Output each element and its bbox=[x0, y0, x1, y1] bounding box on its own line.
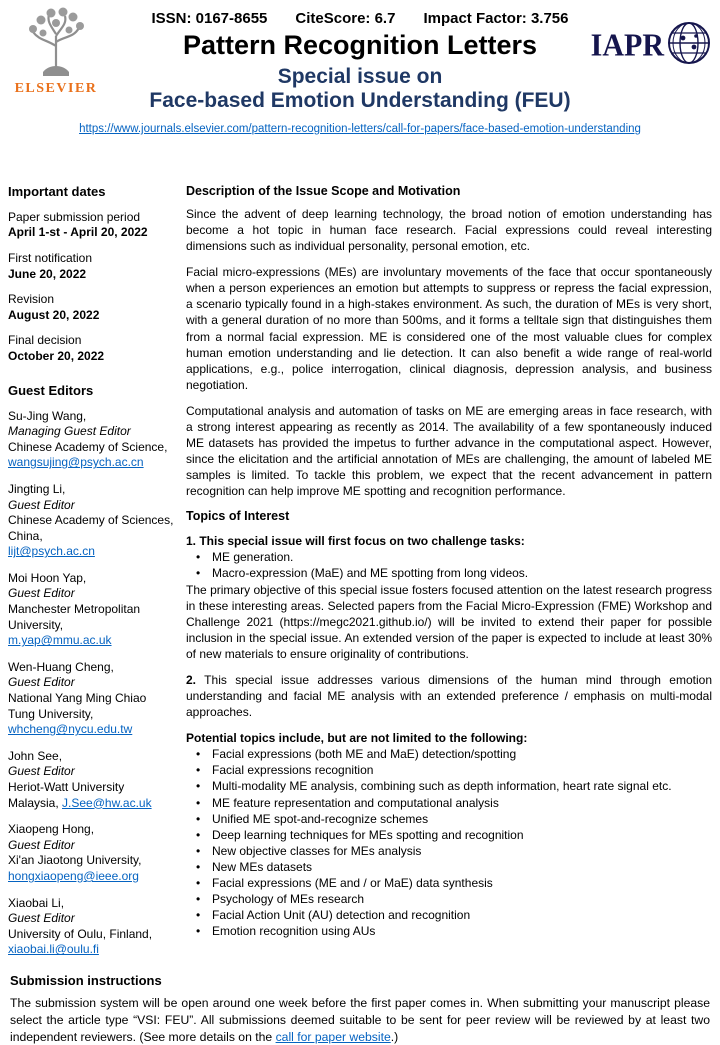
potential-topics-list bbox=[186, 746, 712, 939]
date-item: Final decision October 20, 2022 bbox=[8, 333, 105, 364]
date-item: Revision August 20, 2022 bbox=[8, 292, 100, 322]
editor-email-link[interactable]: hongxiaopeng@ieee.org bbox=[8, 868, 139, 883]
list-item: • Macro-expression (MaE) and ME spotting from long videos. bbox=[186, 565, 712, 581]
list-item: • Unified ME spot-and-recognize schemes bbox=[186, 811, 712, 827]
special-issue-title: Face-based Emotion Understanding (FEU) bbox=[149, 88, 571, 112]
important-dates-heading: Important dates bbox=[8, 184, 106, 199]
description-paragraph-1: Since the advent of deep learning technology, the broad notion of emotion understanding has become a hot topic in human face research. Facial expressions could reveal interesting dimensions such as individual personality, personal emotion, etc. bbox=[186, 207, 712, 254]
list-item: • Deep learning techniques for MEs spotting and recognition bbox=[186, 827, 712, 843]
elsevier-logo bbox=[10, 6, 102, 97]
list-item: • Facial expressions recognition bbox=[186, 762, 712, 778]
description-paragraph-3: Computational analysis and automation of tasks on ME are emerging areas in face research, with a strong interest appearing as recently as 2014. The availability of a few spontaneously induced ME datasets has provided the impetus to further advance in the computational aspect. However, since the elicitation and the artificial annotation of MEs are challenging, the amount of labeled ME samples is limited. To tackle this problem, we expect that the recent advancement in pattern recognition can help improve ME spotting and recognition performance. bbox=[186, 403, 712, 499]
content-columns bbox=[8, 184, 712, 969]
sidebar bbox=[8, 184, 176, 969]
challenge-tasks-paragraph: The primary objective of this special issue fosters focused attention on the latest research progress in these interesting areas. Selected papers from the Facial Micro-Expression (FME) Workshop and Challenge 2021 (https://megc2021.github.io/) will be invited to extend their paper for possible inclusion in the special issue. An extended version of the paper is expected to include at least 30% of new materials to ensure originality of contributions. bbox=[186, 582, 712, 661]
guest-editor: John See, Guest Editor Heriot-Watt University Malaysia, J.See@hw.ac.uk bbox=[8, 748, 152, 810]
guest-editor: Xiaobai Li, Guest Editor University of Oulu, Finland, xiaobai.li@oulu.fi bbox=[8, 895, 153, 957]
topics-of-interest-heading: Topics of Interest bbox=[186, 509, 290, 524]
submission-instructions-heading: Submission instructions bbox=[10, 972, 162, 988]
editor-email-link[interactable]: m.yap@mmu.ac.uk bbox=[8, 633, 112, 648]
list-item: • New MEs datasets bbox=[186, 859, 712, 875]
task2-paragraph bbox=[186, 672, 712, 720]
call-for-papers-url-link[interactable]: https://www.journals.elsevier.com/pattern-recognition-letters/call-for-papers/face-based-emotion-understanding bbox=[79, 122, 641, 135]
header bbox=[8, 4, 712, 174]
list-item: • ME feature representation and computational analysis bbox=[186, 795, 712, 811]
date-item: Paper submission period April 1-st - April 20, 2022 bbox=[8, 209, 148, 240]
task2-number: 2. bbox=[186, 672, 197, 687]
list-item: • Multi-modality ME analysis, combining such as depth information, heart rate signal etc. bbox=[186, 778, 712, 794]
iapr-wordmark: IAPR bbox=[590, 27, 664, 63]
list-item: • New objective classes for MEs analysis bbox=[186, 843, 712, 859]
list-item: • Facial Action Unit (AU) detection and recognition bbox=[186, 907, 712, 923]
issn: ISSN: 0167-8655 bbox=[151, 10, 268, 27]
description-paragraph-2: Facial micro-expressions (MEs) are involuntary movements of the face that occur spontaneously when a person experiences an emotion but attempts to suppress or repress the facial expression, a scenario typically found in a high-stakes environment. As such, the duration of MEs is very short, with a general duration of no more than 500ms, and it forms a telltale sign that distinguishes them from a normal facial expression. ME is considered one of the most valuable clues for complex human emotion understanding and lie detection. It can also benefit a wide range of real-world applications, e.g., police interrogation, clinical diagnosis, depression analysis, and business negotiation. bbox=[186, 265, 712, 392]
editor-email-link[interactable]: lijt@psych.ac.cn bbox=[8, 544, 95, 559]
elsevier-tree-icon bbox=[10, 6, 102, 80]
challenge-tasks-heading: 1. This special issue will first focus on two challenge tasks: bbox=[186, 534, 525, 549]
date-item: First notification June 20, 2022 bbox=[8, 251, 93, 281]
guest-editor: Wen-Huang Cheng, Guest Editor National Yang Ming Chiao Tung University, whcheng@nycu.edu.tw bbox=[8, 659, 147, 737]
list-item: • Psychology of MEs research bbox=[186, 891, 712, 907]
iapr-logo bbox=[591, 20, 712, 71]
guest-editor: Xiaopeng Hong, Guest Editor Xi'an Jiaotong University, hongxiaopeng@ieee.org bbox=[8, 822, 142, 883]
list-item: • Facial expressions (both ME and MaE) detection/spotting bbox=[186, 746, 712, 762]
main-content bbox=[176, 184, 712, 969]
list-item: • Emotion recognition using AUs bbox=[186, 923, 712, 939]
call-for-paper-website-link[interactable]: call for paper website bbox=[275, 1029, 391, 1044]
task2-text: This special issue addresses various dimensions of the human mind through emotion understanding and facial ME analysis with an extended preference / emphasis on multi-modal approaches. bbox=[186, 672, 712, 720]
guest-editor: Moi Hoon Yap, Guest Editor Manchester Metropolitan University, m.yap@mmu.ac.uk bbox=[8, 570, 141, 648]
editor-email-link[interactable]: whcheng@nycu.edu.tw bbox=[8, 722, 133, 737]
list-item: • ME generation. bbox=[186, 549, 712, 565]
potential-topics-heading: Potential topics include, but are not limited to the following: bbox=[186, 731, 528, 746]
guest-editor: Jingting Li, Guest Editor Chinese Academy of Sciences, China, lijt@psych.ac.cn bbox=[8, 481, 174, 559]
editor-email-link[interactable]: J.See@hw.ac.uk bbox=[62, 795, 152, 810]
challenge-tasks-list bbox=[186, 549, 712, 581]
citescore: CiteScore: 6.7 bbox=[295, 10, 396, 27]
header-center bbox=[104, 4, 616, 113]
guest-editors-heading: Guest Editors bbox=[8, 382, 94, 398]
editor-email-link[interactable]: wangsujing@psych.ac.cn bbox=[8, 455, 144, 470]
iapr-globe-icon bbox=[666, 20, 712, 71]
journal-title: Pattern Recognition Letters bbox=[182, 30, 538, 60]
journal-metrics bbox=[104, 4, 616, 27]
call-for-papers-url-wrap bbox=[8, 119, 712, 137]
list-item: • Facial expressions (ME and / or MaE) data synthesis bbox=[186, 875, 712, 891]
guest-editor: Su-Jing Wang, Managing Guest Editor Chinese Academy of Science, wangsujing@psych.ac.cn bbox=[8, 408, 168, 470]
special-issue-label: Special issue on bbox=[277, 64, 443, 88]
description-heading: Description of the Issue Scope and Motivation bbox=[186, 184, 461, 198]
submission-instructions-text: The submission system will be open around one week before the first paper comes in. When submitting your manuscript please select the article type “VSI: FEU”. All submissions deemed suitable to be sent for peer review will be reviewed by at least two independent reviewers. (See more details on the call for paper website.) bbox=[10, 995, 710, 1044]
elsevier-wordmark: ELSEVIER bbox=[14, 81, 98, 96]
submission-instructions bbox=[8, 973, 712, 1045]
editor-email-link[interactable]: xiaobai.li@oulu.fi bbox=[8, 942, 99, 957]
impact-factor: Impact Factor: 3.756 bbox=[423, 10, 569, 27]
